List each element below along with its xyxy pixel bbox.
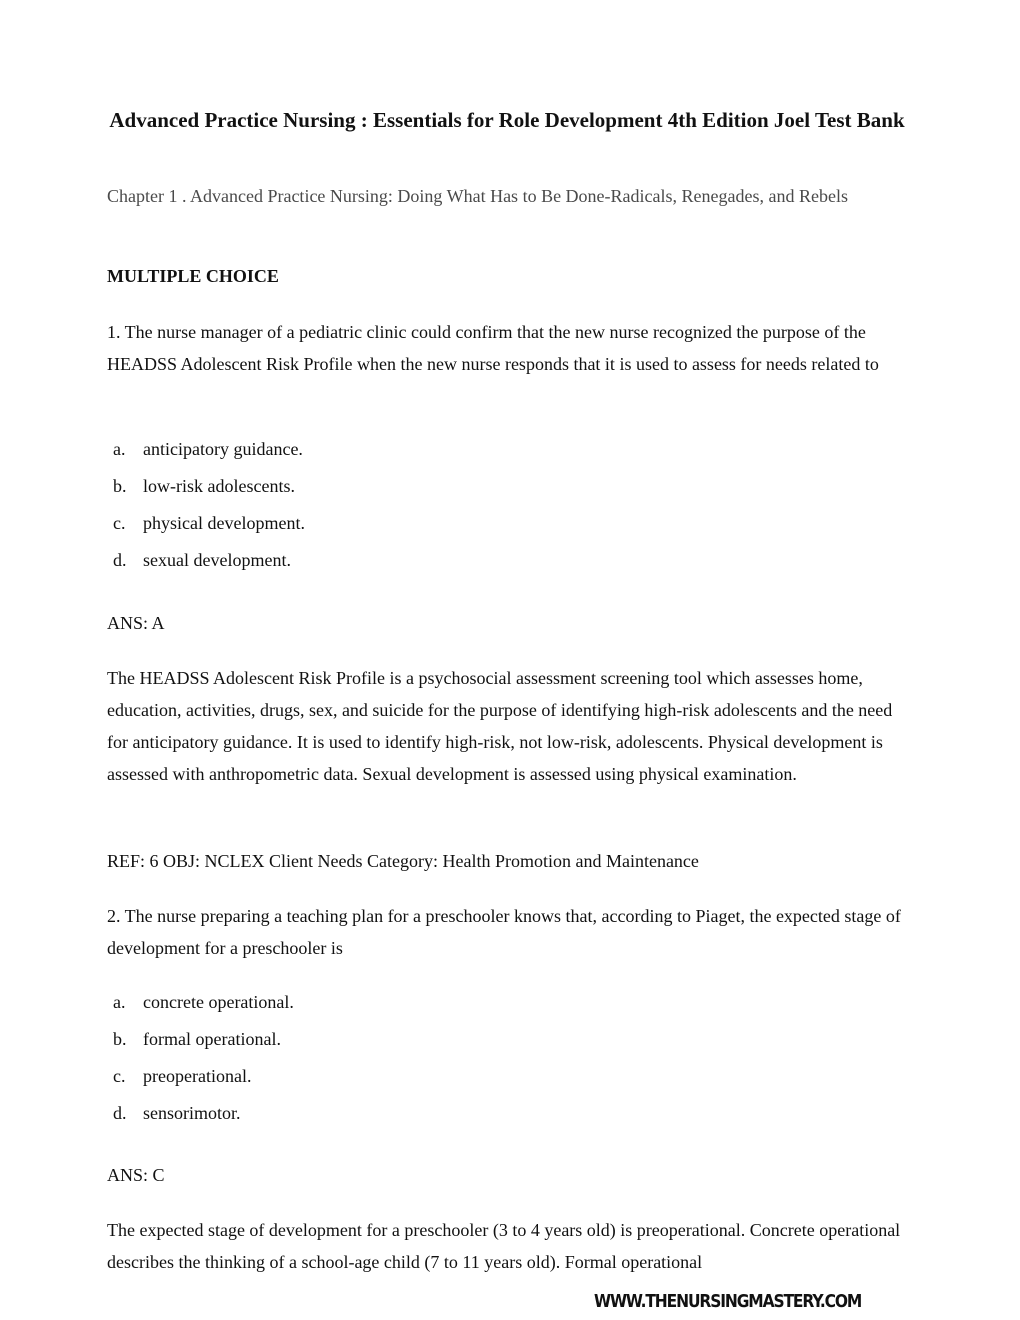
question-2-answer: ANS: C	[107, 1165, 165, 1185]
question-1-option-b	[107, 474, 907, 511]
option-letter: b.	[113, 1029, 127, 1049]
question-1-option-d	[107, 548, 907, 585]
question-1-rationale: The HEADSS Adolescent Risk Profile is a psychosocial assessment screening tool which assesses home, education, activities, drugs, sex, and suicide for the purpose of identifying high-risk adolescents and the need for anticipatory guidance. It is used to identify high-risk, not low-risk, adolescents. Physical development is assessed with anthropometric data. Sexual development is assessed using physical examination.	[107, 668, 893, 784]
option-letter: c.	[113, 1066, 126, 1086]
question-2-option-c	[107, 1064, 907, 1101]
option-letter: a.	[113, 439, 126, 459]
option-letter: c.	[113, 513, 126, 533]
option-letter: d.	[113, 550, 127, 570]
option-text: sexual development.	[143, 550, 291, 570]
option-text: low-risk adolescents.	[143, 476, 295, 496]
option-text: concrete operational.	[143, 992, 294, 1012]
chapter-heading: Chapter 1 . Advanced Practice Nursing: Doing What Has to Be Done-Radicals, Renegades, and Rebels	[107, 186, 848, 206]
option-text: physical development.	[143, 513, 305, 533]
question-1-stem: 1. The nurse manager of a pediatric clinic could confirm that the new nurse recognized the purpose of the HEADSS Adolescent Risk Profile when the new nurse responds that it is used to assess for needs related to	[107, 322, 879, 374]
document-title: Advanced Practice Nursing : Essentials for Role Development 4th Edition Joel Test Bank	[109, 108, 905, 132]
option-letter: a.	[113, 992, 126, 1012]
section-heading: MULTIPLE CHOICE	[107, 266, 279, 286]
document-page	[107, 0, 907, 1320]
option-text: formal operational.	[143, 1029, 281, 1049]
question-1-option-a	[107, 437, 907, 474]
question-2-option-a	[107, 990, 907, 1027]
question-2-stem: 2. The nurse preparing a teaching plan for a preschooler knows that, according to Piaget, the expected stage of development for a preschooler is	[107, 906, 901, 958]
question-1-answer: ANS: A	[107, 613, 165, 633]
question-1-reference: REF: 6 OBJ: NCLEX Client Needs Category: Health Promotion and Maintenance	[107, 851, 699, 871]
question-2-options	[107, 990, 907, 1138]
option-letter: b.	[113, 476, 127, 496]
question-1-option-c	[107, 511, 907, 548]
question-2-rationale: The expected stage of development for a preschooler (3 to 4 years old) is preoperational. Concrete operational describes the thinking of a school-age child (7 to 11 years old). Formal operational	[107, 1220, 901, 1272]
footer-website: WWW.THENURSINGMASTERY.COM	[594, 1291, 862, 1312]
option-text: anticipatory guidance.	[143, 439, 303, 459]
question-2-option-b	[107, 1027, 907, 1064]
option-text: preoperational.	[143, 1066, 252, 1086]
option-text: sensorimotor.	[143, 1103, 241, 1123]
option-letter: d.	[113, 1103, 127, 1123]
question-1-options	[107, 437, 907, 585]
question-2-option-d	[107, 1101, 907, 1138]
